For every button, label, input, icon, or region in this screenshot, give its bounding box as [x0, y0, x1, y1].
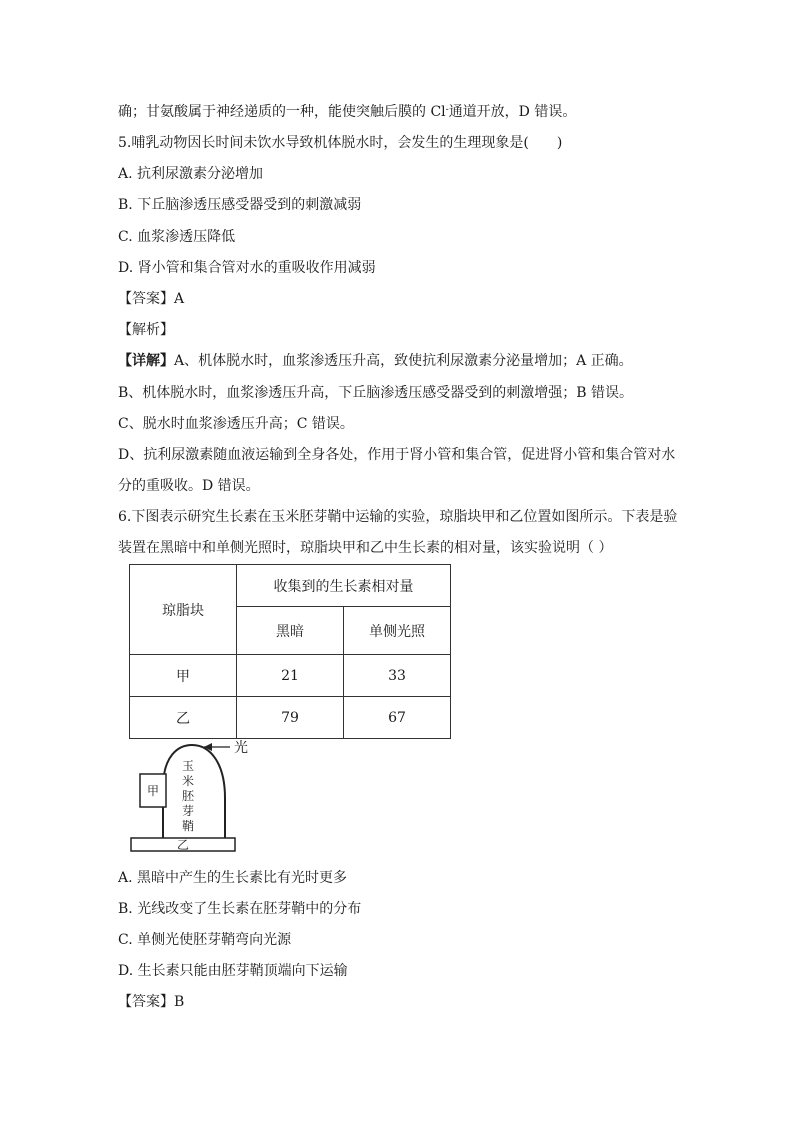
question-5-option-d: D. 肾小管和集合管对水的重吸收作用减弱	[118, 260, 376, 276]
coleoptile-char: 鞘	[181, 819, 195, 833]
question-6-option-d: D. 生长素只能由胚芽鞘顶端向下运输	[118, 963, 348, 979]
detail-c: C、脱水时血浆渗透压升高；C 错误。	[118, 416, 354, 432]
table-header-group: 收集到的生长素相对量	[237, 565, 451, 607]
coleoptile-char: 芽	[181, 804, 195, 818]
light-label: 光	[234, 740, 248, 756]
line-text: 确；甘氨酸属于神经递质的一种，能使突触后膜的 Cl	[118, 104, 446, 120]
superscript: -	[445, 105, 449, 115]
agar-block-a-label: 甲	[146, 784, 160, 798]
question-6-option-b: B. 光线改变了生长素在胚芽鞘中的分布	[118, 901, 362, 917]
table-cell-light: 33	[344, 655, 451, 697]
detail-a	[118, 351, 633, 371]
question-5-answer: 【答案】A	[118, 291, 185, 307]
detail-d-line2: 分的重吸收。D 错误。	[118, 478, 260, 494]
table-header-block: 琼脂块	[130, 565, 237, 655]
table-cell-light: 67	[344, 697, 451, 739]
analysis-heading: 【解析】	[118, 322, 174, 338]
coleoptile-char: 胚	[181, 789, 195, 803]
table-row	[130, 697, 451, 739]
question-6-option-c: C. 单侧光使胚芽鞘弯向光源	[118, 932, 292, 948]
table-cell-label: 乙	[130, 697, 237, 739]
auxin-table	[129, 564, 451, 739]
question-5-option-b: B. 下丘脑渗透压感受器受到的刺激减弱	[118, 197, 362, 213]
text-line-continuation	[118, 102, 576, 122]
table-header-dark: 黑暗	[237, 607, 344, 655]
detail-label: 【详解】	[118, 353, 174, 369]
question-6-stem-line1: 6.下图表示研究生长素在玉米胚芽鞘中运输的实验，琼脂块甲和乙位置如图所示。下表是验	[118, 509, 678, 525]
question-6-option-a: A. 黑暗中产生的生长素比有光时更多	[118, 870, 348, 886]
table-cell-dark: 21	[237, 655, 344, 697]
line-text: 通道开放，D 错误。	[448, 104, 577, 120]
question-6-answer: 【答案】B	[118, 994, 185, 1010]
table-header-light: 单侧光照	[344, 607, 451, 655]
table-row	[130, 655, 451, 697]
coleoptile-char: 玉	[181, 759, 195, 773]
detail-d-line1: D、抗利尿激素随血液运输到全身各处，作用于肾小管和集合管，促进肾小管和集合管对水	[118, 447, 676, 463]
detail-b: B、机体脱水时，血浆渗透压升高，下丘脑渗透压感受器受到的刺激增强；B 错误。	[118, 385, 634, 401]
question-5-option-a: A. 抗利尿激素分泌增加	[118, 166, 264, 182]
coleoptile-char: 米	[181, 774, 195, 788]
question-6-stem-line2: 装置在黑暗中和单侧光照时，琼脂块甲和乙中生长素的相对量，该实验说明（ ）	[118, 540, 613, 556]
detail-text: A、机体脱水时，血浆渗透压升高，致使抗利尿激素分泌量增加；A 正确。	[174, 353, 633, 369]
agar-block-b-label: 乙	[176, 838, 190, 852]
coleoptile-figure	[130, 738, 260, 858]
question-5-option-c: C. 血浆渗透压降低	[118, 229, 236, 245]
table-cell-dark: 79	[237, 697, 344, 739]
table-cell-label: 甲	[130, 655, 237, 697]
question-5-stem: 5.哺乳动物因长时间未饮水导致机体脱水时，会发生的生理现象是( )	[118, 135, 563, 151]
